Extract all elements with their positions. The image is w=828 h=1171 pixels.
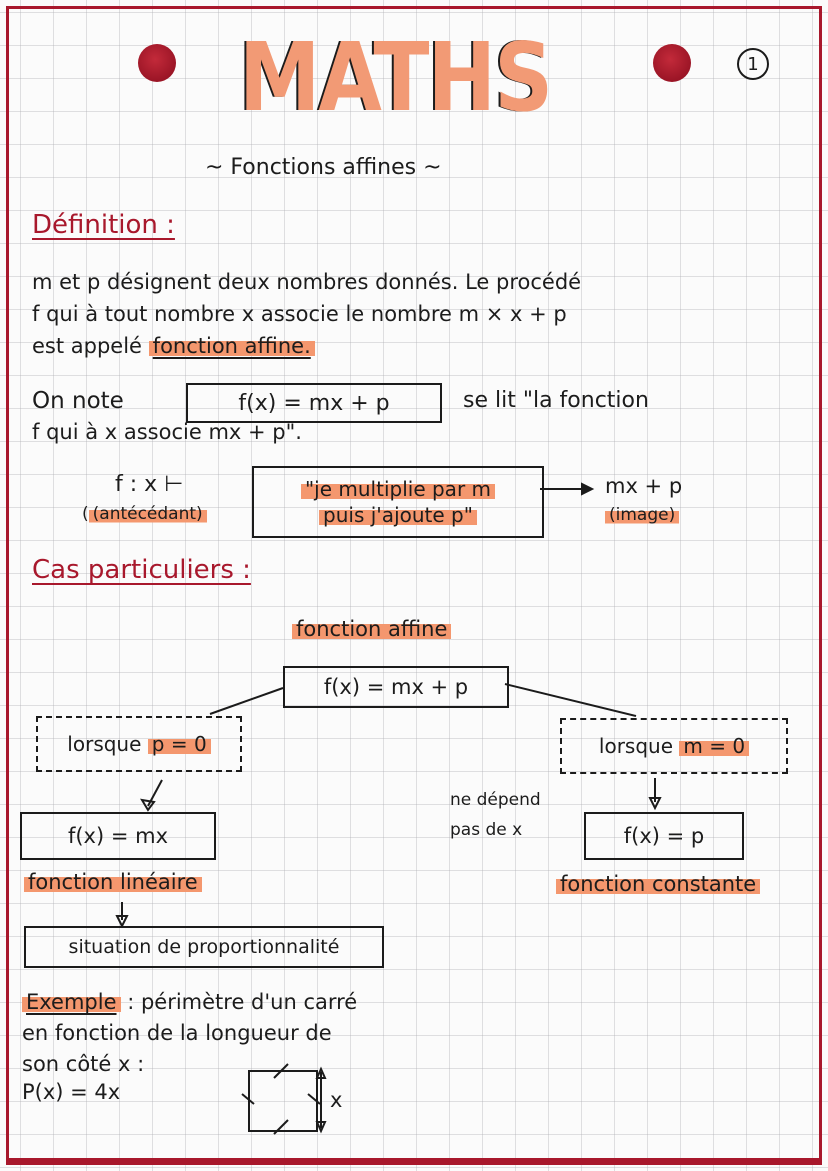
linear-formula-box: f(x) = mx (20, 812, 216, 860)
condition-left-prefix: lorsque (67, 732, 142, 756)
arrow-proportionality-head-icon (117, 916, 127, 926)
notation-reading: se lit "la fonction (463, 388, 649, 413)
notation-line-2: f qui à x associe mx + p". (32, 420, 302, 444)
special-cases-heading: Cas particuliers : (32, 555, 251, 585)
image-label (605, 505, 679, 525)
condition-right-box (560, 718, 788, 774)
arrow-up-head-icon (317, 1069, 325, 1078)
notation-prefix: On note (32, 388, 124, 414)
chapter-subtitle: ~ Fonctions affines ~ (205, 155, 442, 180)
term-fonction-affine: fonction affine. (149, 334, 315, 358)
constant-formula-box: f(x) = p (584, 812, 744, 860)
root-label-highlight: fonction affine (292, 617, 451, 641)
note-line-1: ne dépend (450, 790, 541, 810)
antecedent-label: ( (antécédant) (82, 504, 207, 524)
constant-function-highlight: fonction constante (556, 872, 760, 896)
example-text-1: : périmètre d'un carré (127, 990, 358, 1014)
square-side-label: x (330, 1088, 343, 1112)
image-highlight: (image) (605, 505, 679, 525)
example-line-2: en fonction de la longueur de (22, 1021, 332, 1045)
example-line-3: son côté x : (22, 1052, 145, 1076)
binder-hole-right (653, 44, 691, 82)
definition-line-1: m et p désignent deux nombres donnés. Le procédé (32, 270, 582, 294)
linear-function-label (24, 870, 202, 894)
linear-function-highlight: fonction linéaire (24, 870, 202, 894)
page-number: 1 (737, 48, 769, 80)
condition-right-prefix: lorsque (598, 734, 674, 758)
condition-right-value: m = 0 (679, 734, 749, 758)
mapping-process-box (252, 466, 544, 538)
branch-right-line (505, 684, 636, 716)
branch-left-line (210, 688, 283, 714)
mapping-function-x: f : x ⊢ (115, 472, 184, 497)
definition-line-3 (32, 334, 315, 358)
definition-line-3-prefix: est appelé (32, 334, 142, 358)
arrow-down-head-icon (317, 1122, 325, 1131)
example-line-1 (22, 990, 357, 1014)
square-diagram (248, 1070, 318, 1132)
binder-hole-left (138, 44, 176, 82)
page-title: MATHS (238, 23, 552, 133)
constant-function-label (556, 872, 760, 896)
mapping-result: mx + p (605, 474, 683, 498)
notation-formula-box: f(x) = mx + p (186, 383, 442, 423)
root-label (292, 617, 451, 641)
condition-left-box (36, 716, 242, 772)
process-step-1: "je multiplie par m (301, 477, 495, 501)
proportionality-box: situation de proportionnalité (24, 926, 384, 968)
perimeter-formula: P(x) = 4x (22, 1080, 121, 1104)
definition-line-2: f qui à tout nombre x associe le nombre m × x + p (32, 302, 567, 326)
condition-left-value: p = 0 (148, 732, 211, 756)
arrow-left-head-icon (142, 800, 154, 810)
root-formula-box: f(x) = mx + p (283, 666, 509, 708)
definition-heading: Définition : (32, 210, 175, 240)
example-label: Exemple (22, 990, 121, 1014)
arrow-right-head-icon (650, 798, 660, 808)
process-step-2: puis j'ajoute p" (319, 503, 477, 527)
arrow-left-down (148, 780, 162, 806)
note-line-2: pas de x (450, 820, 523, 840)
antecedent-highlight: (antécédant) (89, 504, 207, 524)
mapping-arrow-head-icon (582, 484, 592, 494)
